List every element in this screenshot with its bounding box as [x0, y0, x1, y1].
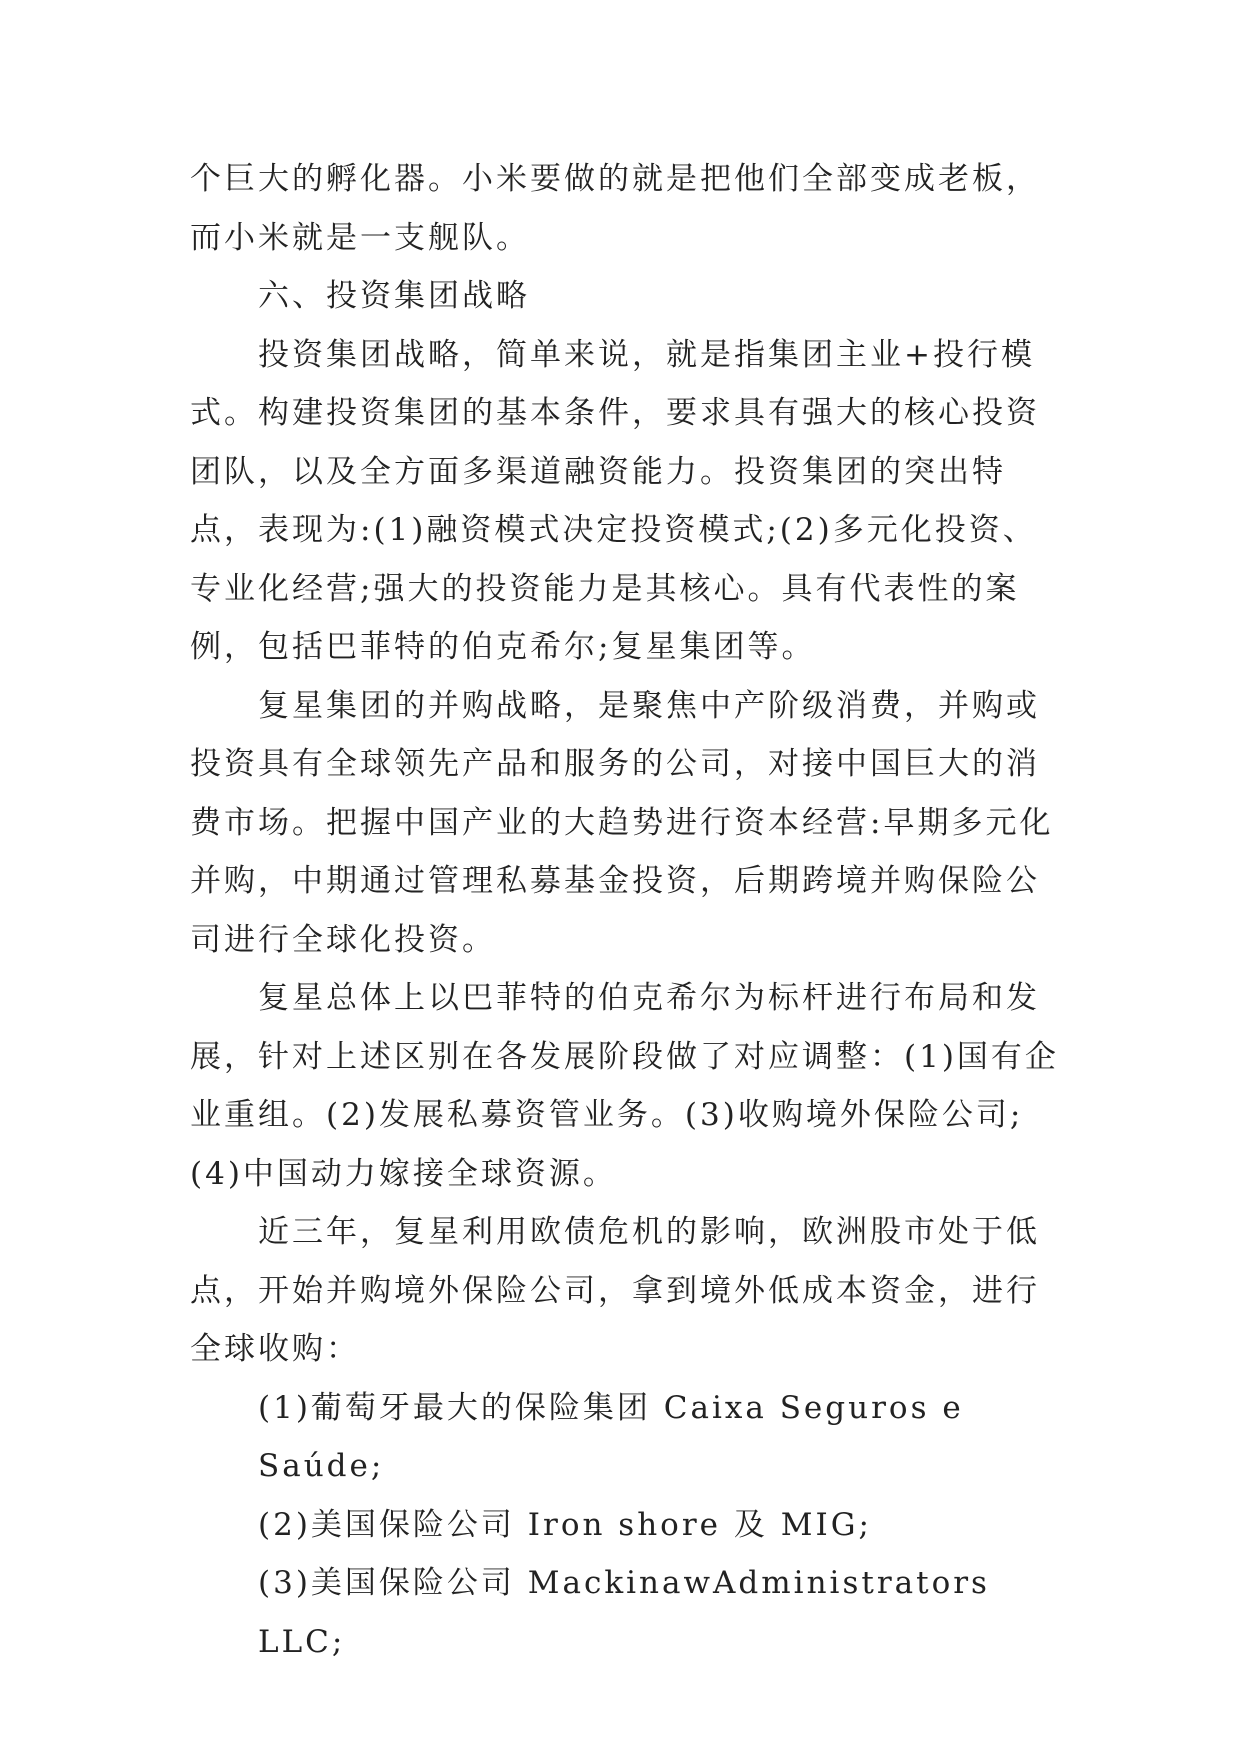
paragraph-investment-strategy: 投资集团战略，简单来说，就是指集团主业+投行模式。构建投资集团的基本条件，要求具有强大的核心投资团队，以及全方面多渠道融资能力。投资集团的突出特点，表现为:(1)融资模式决定投资模式;(2)多元化投资、专业化经营;强大的投资能力是其核心。具有代表性的案例，包括巴菲特的伯克希尔;复星集团等。 [190, 336, 1040, 665]
paragraph-recent-years: 近三年，复星利用欧债危机的影响，欧洲股市处于低点，开始并购境外保险公司，拿到境外低成本资金，进行全球收购： [190, 1214, 1040, 1367]
list-item: (1)葡萄牙最大的保险集团 Caixa Seguros e Saúde; [258, 1389, 964, 1484]
list-item: (2)美国保险公司 Iron shore 及 MIG; [258, 1506, 872, 1543]
paragraph-fosun-berkshire: 复星总体上以巴菲特的伯克希尔为标杆进行布局和发展，针对上述区别在各发展阶段做了对应调整：(1)国有企业重组。(2)发展私募资管业务。(3)收购境外保险公司;(4)中国动力嫁接全球资源。 [190, 980, 1059, 1192]
list-item: (3)美国保险公司 MackinawAdministrators LLC; [258, 1565, 990, 1660]
document-body [190, 150, 1070, 1671]
paragraph-continuation: 个巨大的孵化器。小米要做的就是把他们全部变成老板，而小米就是一支舰队。 [190, 161, 1040, 256]
section-heading: 六、投资集团战略 [258, 278, 530, 314]
paragraph-fosun-ma: 复星集团的并购战略，是聚焦中产阶级消费，并购或投资具有全球领先产品和服务的公司，对接中国巨大的消费市场。把握中国产业的大趋势进行资本经营:早期多元化并购，中期通过管理私募基金投资，后期跨境并购保险公司进行全球化投资。 [190, 687, 1054, 958]
